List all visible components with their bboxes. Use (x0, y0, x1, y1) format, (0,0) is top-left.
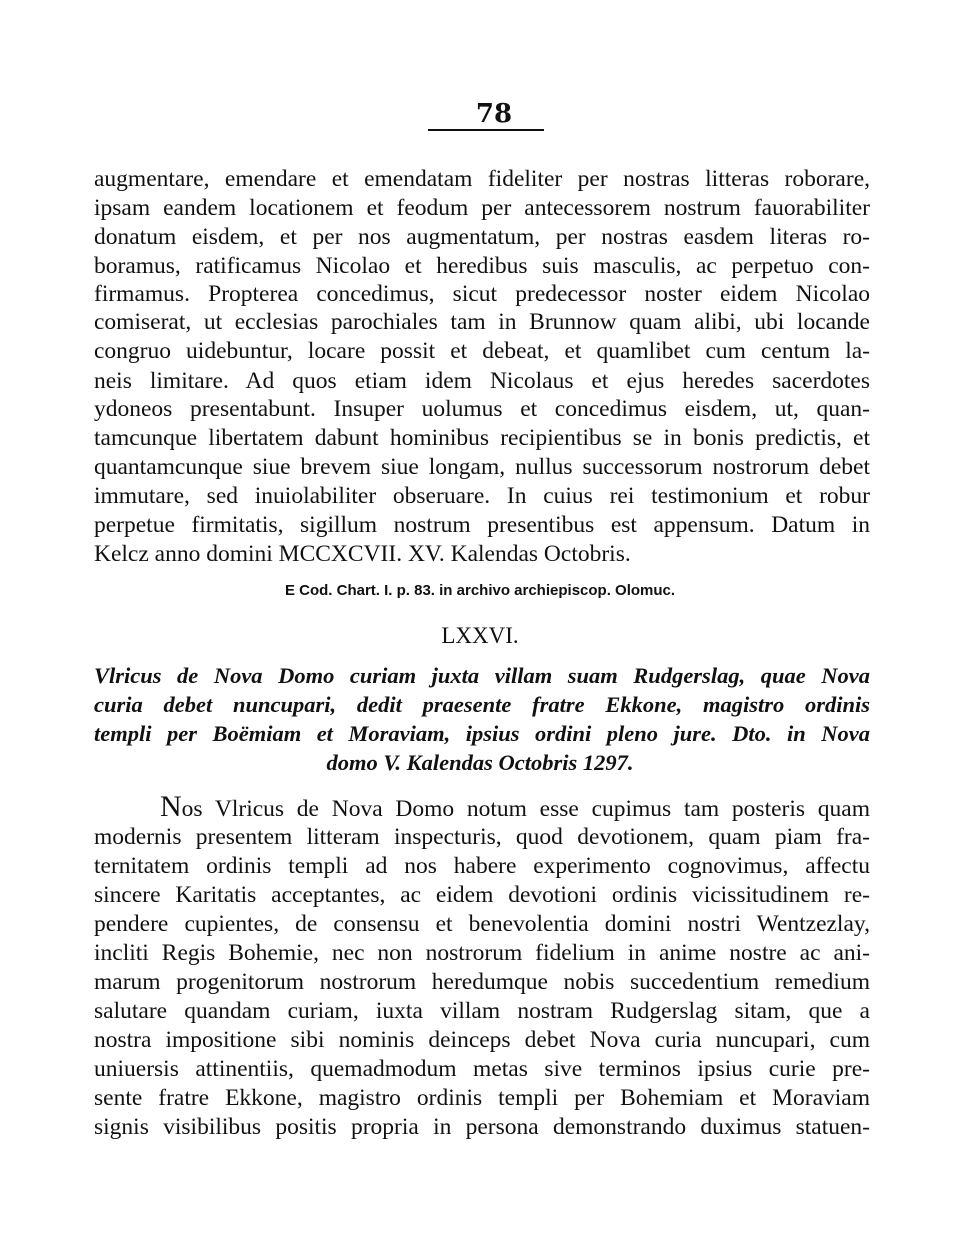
drop-initial: N (160, 790, 182, 823)
text-line: marum progenitorum nostrorum heredumque nobis succedentium remedium (94, 969, 870, 995)
text-line: ternitatem ordinis templi ad nos habere experimento cognovimus, affectu (94, 853, 870, 879)
text-line: neis limitare. Ad quos etiam idem Nicolaus et ejus heredes sacerdotes (94, 368, 870, 394)
text-line: sente fratre Ekkone, magistro ordinis templi per Bohemiam et Moraviam (94, 1085, 870, 1111)
text-line: signis visibilibus positis propria in persona demonstrando duximus statuen- (94, 1114, 870, 1140)
page-number: 78 (475, 99, 513, 129)
document-number: LXXVI. (441, 623, 519, 648)
text-line: perpetue firmitatis, sigillum nostrum presentibus est appensum. Datum in (94, 512, 870, 538)
text-line: incliti Regis Bohemie, nec non nostrorum fidelium in anime nostre ac ani- (94, 940, 870, 966)
text-line: ydoneos presentabunt. Insuper uolumus et concedimus eisdem, ut, quan- (94, 396, 870, 422)
text-line: tamcunque libertatem dabunt hominibus recipientibus se in bonis predictis, et (94, 425, 870, 451)
text-line: immutare, sed inuiolabiliter obseruare. In cuius rei testimonium et robur (94, 483, 870, 509)
rubric-line: domo V. Kalendas Octobris 1297. (326, 750, 634, 775)
text-line: sincere Karitatis acceptantes, ac eidem devotioni ordinis vicissitudinem re- (94, 882, 870, 908)
source-citation: E Cod. Chart. I. p. 83. in archivo archiepiscop. Olomuc. (284, 582, 676, 599)
text-line: boramus, ratificamus Nicolao et heredibus suis masculis, ac perpetuo con- (94, 253, 870, 279)
text-line: pendere cupientes, de consensu et benevolentia domini nostri Wentzezlay, (94, 911, 870, 937)
text-line: Kelcz anno domini MCCXCVII. XV. Kalendas Octobris. (94, 541, 631, 567)
text-line: nostra impositione sibi nominis deinceps debet Nova curia nuncupari, cum (94, 1027, 870, 1053)
text-line: modernis presentem litteram inspecturis, quod devotionem, quam piam fra- (94, 824, 870, 850)
first-line-rest: os Vlricus de Nova Domo notum esse cupimus tam posteris quam (181, 796, 870, 822)
text-line: quantamcunque siue brevem siue longam, nullus successorum nostrorum debet (94, 454, 870, 480)
text-line: donatum eisdem, et per nos augmentatum, per nostras easdem literas ro- (94, 224, 870, 250)
rubric-line: Vlricus de Nova Domo curiam juxta villam suam Rudgerslag, quae Nova (94, 663, 870, 688)
text-line: augmentare, emendare et emendatam fideliter per nostras litteras roborare, (94, 166, 870, 192)
text-line: congruo uidebuntur, locare possit et debeat, et quamlibet cum centum la- (94, 338, 870, 364)
text-line: salutare quandam curiam, iuxta villam nostram Rudgerslag sitam, que a (94, 998, 870, 1024)
text-line: comiserat, ut ecclesias parochiales tam in Brunnow quam alibi, ubi locande (94, 309, 870, 335)
rubric-line: curia debet nuncupari, dedit praesente fratre Ekkone, magistro ordinis (94, 692, 870, 717)
text-line: firmamus. Propterea concedimus, sicut predecessor noster eidem Nicolao (94, 281, 870, 307)
text-line: ipsam eandem locationem et feodum per antecessorem nostrum fauorabiliter (94, 195, 870, 221)
text-line: uniuersis attinentiis, quemadmodum metas sive terminos ipsius curie pre- (94, 1056, 870, 1082)
rubric-line: templi per Boëmiam et Moraviam, ipsius ordini pleno jure. Dto. in Nova (94, 721, 870, 746)
page-number-rule (428, 129, 544, 131)
text-line (160, 792, 870, 824)
